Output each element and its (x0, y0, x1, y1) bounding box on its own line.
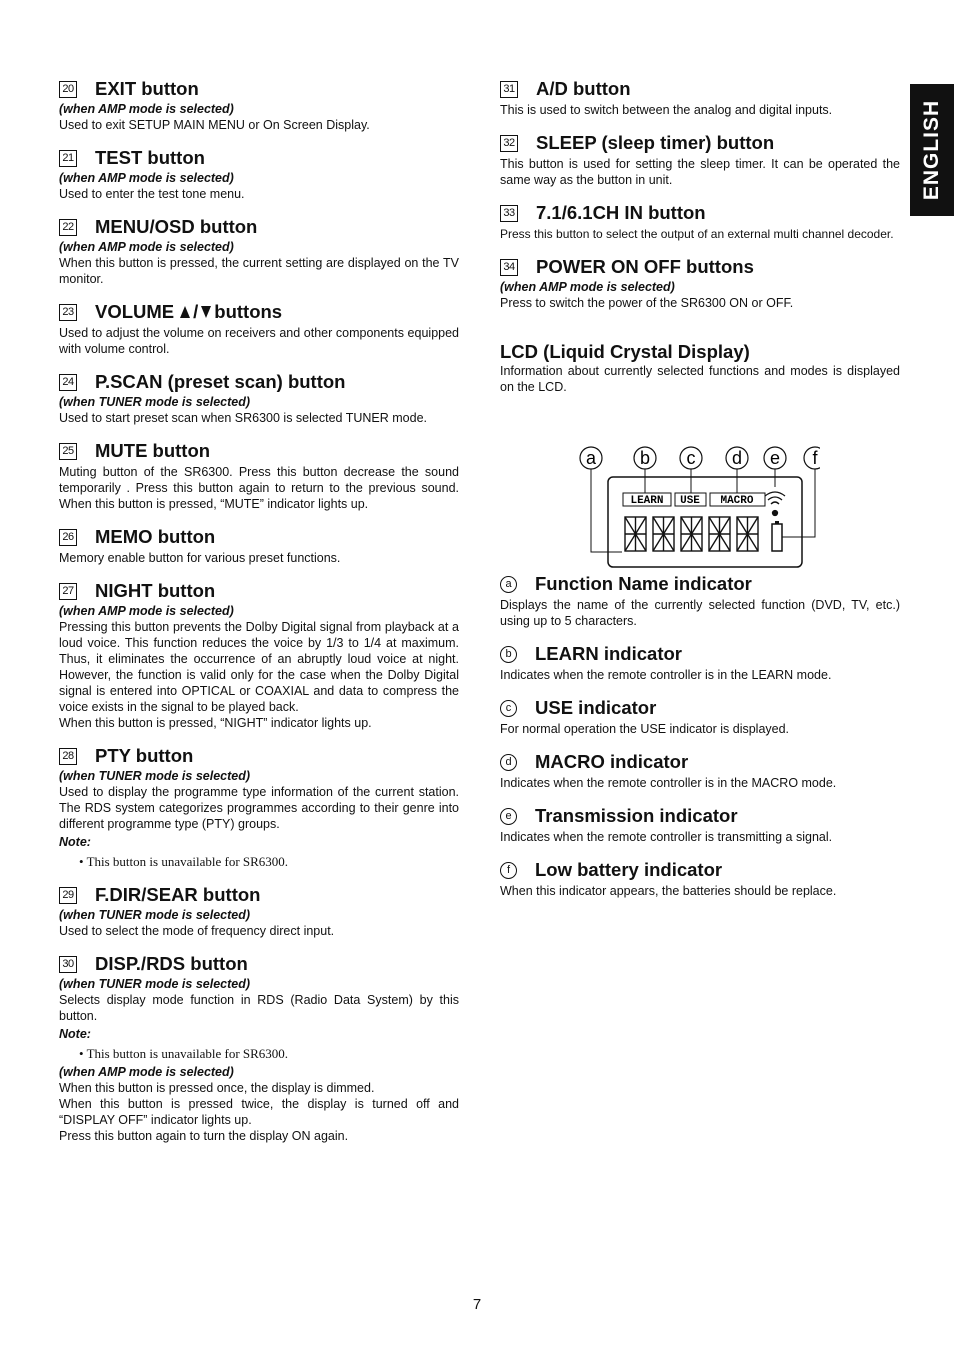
left-column (59, 78, 459, 1158)
section-exit-button (59, 78, 459, 133)
indicator-text: Indicates when the remote controller is in the MACRO mode. (500, 776, 837, 790)
section-71ch-in-button (500, 202, 900, 242)
section-title: P.SCAN (preset scan) button (95, 371, 346, 392)
section-title: F.DIR/SEAR button (95, 884, 261, 905)
callout-e (764, 447, 786, 469)
section-text: Press to switch the power of the SR6300 ON or OFF. (500, 296, 794, 310)
indicator-use (500, 697, 900, 737)
mode-note: (when TUNER mode is selected) (59, 395, 251, 409)
section-disp-rds-button (59, 953, 459, 1144)
indicator-title: USE indicator (535, 697, 657, 718)
lcd-description: Information about currently selected functions and modes is displayed on the LCD. (500, 364, 900, 394)
item-number: 23 (59, 304, 77, 321)
indicator-macro (500, 751, 900, 791)
indicator-letter: e (500, 808, 517, 825)
indicator-transmission (500, 805, 900, 845)
note-label: Note: (59, 835, 91, 849)
section-title: DISP./RDS button (95, 953, 248, 974)
callout-a-label: a (585, 448, 597, 468)
callout-c-label: c (686, 448, 696, 468)
section-mute-button (59, 440, 459, 512)
section-text: Used to display the programme type information of the current station. The RDS system categorizes programmes according to their genre into different programme type (PTY) groups. (59, 785, 459, 831)
note-bullet: • This button is unavailable for SR6300. (79, 854, 289, 869)
indicator-text: When this indicator appears, the batteries should be replace. (500, 884, 837, 898)
item-number: 22 (59, 219, 77, 236)
mode-note: (when AMP mode is selected) (59, 240, 234, 254)
indicator-low-battery (500, 859, 900, 899)
indicator-letter: f (500, 862, 517, 879)
section-power-buttons (500, 256, 900, 311)
note-label: Note: (59, 1027, 91, 1041)
section-title: MEMO button (95, 526, 216, 547)
section-text: Used to select the mode of frequency direct input. (59, 924, 335, 938)
section-text: When this button is pressed, the current setting are displayed on the TV monitor. (59, 256, 459, 286)
section-title: 7.1/6.1CH IN button (536, 202, 706, 223)
callout-c (680, 447, 702, 469)
section-memo-button (59, 526, 459, 566)
section-title-prefix: VOLUME (95, 301, 175, 322)
section-title: NIGHT button (95, 580, 216, 601)
section-title: SLEEP (sleep timer) button (536, 132, 775, 153)
char-cell (709, 517, 730, 551)
section-title-suffix: buttons (214, 301, 283, 322)
section-pscan-button (59, 371, 459, 426)
indicator-text: Displays the name of the currently selected function (DVD, TV, etc.) using up to 5 characters. (500, 598, 900, 628)
section-text: Memory enable button for various preset functions. (59, 551, 341, 565)
item-number: 24 (59, 374, 77, 391)
item-number: 28 (59, 748, 77, 765)
indicator-function-name (500, 573, 900, 629)
section-ad-button (500, 78, 900, 118)
section-title: MUTE button (95, 440, 211, 461)
section-text: Press this button to select the output of an external multi channel decoder. (500, 227, 894, 241)
use-label: USE (680, 495, 700, 507)
learn-label: LEARN (630, 495, 664, 507)
language-tab-label: ENGLISH (920, 99, 943, 201)
section-sleep-button (500, 132, 900, 188)
section-title: EXIT button (95, 78, 199, 99)
triangle-down-icon (201, 306, 211, 318)
section-title: A/D button (536, 78, 631, 99)
page-number: 7 (472, 1296, 482, 1313)
lcd-frame (608, 477, 802, 567)
section-text: This button is used for setting the sleep timer. It can be operated the same way as the button in unit. (500, 157, 900, 187)
section-text: This is used to switch between the analog and digital inputs. (500, 103, 833, 117)
mode-note: (when AMP mode is selected) (500, 280, 675, 294)
char-cell (737, 517, 758, 551)
section-title: PTY button (95, 745, 194, 766)
callout-e-label: e (769, 448, 781, 468)
item-number: 31 (500, 81, 518, 98)
item-number: 30 (59, 956, 77, 973)
indicator-title: Low battery indicator (535, 859, 723, 880)
battery-icon (772, 521, 782, 551)
mode-note: (when TUNER mode is selected) (59, 908, 251, 922)
mode-note: (when AMP mode is selected) (59, 102, 234, 116)
lcd-diagram (560, 440, 820, 575)
mode-note: (when AMP mode is selected) (59, 171, 234, 185)
indicator-title: MACRO indicator (535, 751, 689, 772)
section-title: POWER ON OFF buttons (536, 256, 754, 277)
triangle-up-icon (180, 306, 190, 318)
item-number: 34 (500, 259, 518, 276)
character-cells (625, 517, 758, 551)
section-title: MENU/OSD button (95, 216, 258, 237)
indicator-title: LEARN indicator (535, 643, 682, 664)
item-number: 25 (59, 443, 77, 460)
section-text: Used to exit SETUP MAIN MENU or On Screen Display. (59, 118, 370, 132)
section-text: When this button is pressed, “NIGHT” indicator lights up. (59, 716, 372, 730)
indicator-title: Transmission indicator (535, 805, 738, 826)
section-text: Pressing this button prevents the Dolby Digital signal from playback at a loud voice. This function reduces the voice by 1/3 to 1/4 at maximum. Thus, it eliminates the occurrence of an abruptly loud voice at night. However, the function is valid only for the case when the Dolby Digital signal is entered into OPTICAL or COAXIAL and data to compress the voice exists in the signal to be played back. (59, 620, 459, 714)
item-number: 29 (59, 887, 77, 904)
indicator-title: Function Name indicator (535, 573, 752, 594)
indicator-text: Indicates when the remote controller is transmitting a signal. (500, 830, 833, 844)
section-test-button (59, 147, 459, 202)
section-text: When this button is pressed twice, the display is turned off and “DISPLAY OFF” indicator lights up. (59, 1097, 459, 1127)
mode-note: (when TUNER mode is selected) (59, 977, 251, 991)
char-cell (681, 517, 702, 551)
item-number: 21 (59, 150, 77, 167)
macro-label: MACRO (720, 495, 754, 507)
callout-f-label: f (812, 448, 818, 468)
item-number: 32 (500, 135, 518, 152)
section-fdir-sear-button (59, 884, 459, 939)
mode-note: (when AMP mode is selected) (59, 604, 234, 618)
item-number: 27 (59, 583, 77, 600)
section-volume-buttons (59, 301, 459, 357)
section-title: TEST button (95, 147, 205, 168)
section-text: Selects display mode function in RDS (Radio Data System) by this button. (59, 993, 459, 1023)
mode-note: (when TUNER mode is selected) (59, 769, 251, 783)
transmission-icon (765, 492, 785, 516)
section-text: Press this button again to turn the display ON again. (59, 1129, 349, 1143)
section-text: Muting button of the SR6300. Press this button decrease the sound temporarily . Press this button again to return to the previous sound. When this button is pressed, “MUTE” indicator lights up. (59, 465, 459, 511)
indicator-text: Indicates when the remote controller is in the LEARN mode. (500, 668, 832, 682)
callout-d-label: d (731, 448, 743, 468)
mode-note: (when AMP mode is selected) (59, 1065, 234, 1079)
indicator-learn (500, 643, 900, 683)
item-number: 33 (500, 205, 518, 222)
indicator-letter: a (500, 576, 517, 593)
section-pty-button (59, 745, 459, 870)
section-text: Used to adjust the volume on receivers and other components equipped with volume control. (59, 326, 459, 356)
indicator-letter: b (500, 646, 517, 663)
section-text: Used to start preset scan when SR6300 is selected TUNER mode. (59, 411, 427, 425)
section-menu-osd-button (59, 216, 459, 287)
indicator-letter: c (500, 700, 517, 717)
item-number: 20 (59, 81, 77, 98)
section-text: When this button is pressed once, the display is dimmed. (59, 1081, 375, 1095)
section-night-button (59, 580, 459, 731)
item-number: 26 (59, 529, 77, 546)
callout-a (580, 447, 602, 469)
indicator-text: For normal operation the USE indicator is displayed. (500, 722, 790, 736)
indicator-letter: d (500, 754, 517, 771)
language-tab (910, 84, 954, 216)
char-cell (653, 517, 674, 551)
char-cell (625, 517, 646, 551)
callout-f (804, 447, 820, 469)
note-bullet: • This button is unavailable for SR6300. (79, 1046, 289, 1061)
callout-b (634, 447, 656, 469)
section-text: Used to enter the test tone menu. (59, 187, 245, 201)
callout-d (726, 447, 748, 469)
title-separator: / (193, 301, 199, 322)
lcd-heading: LCD (Liquid Crystal Display) (500, 341, 750, 362)
callout-b-label: b (639, 448, 651, 468)
